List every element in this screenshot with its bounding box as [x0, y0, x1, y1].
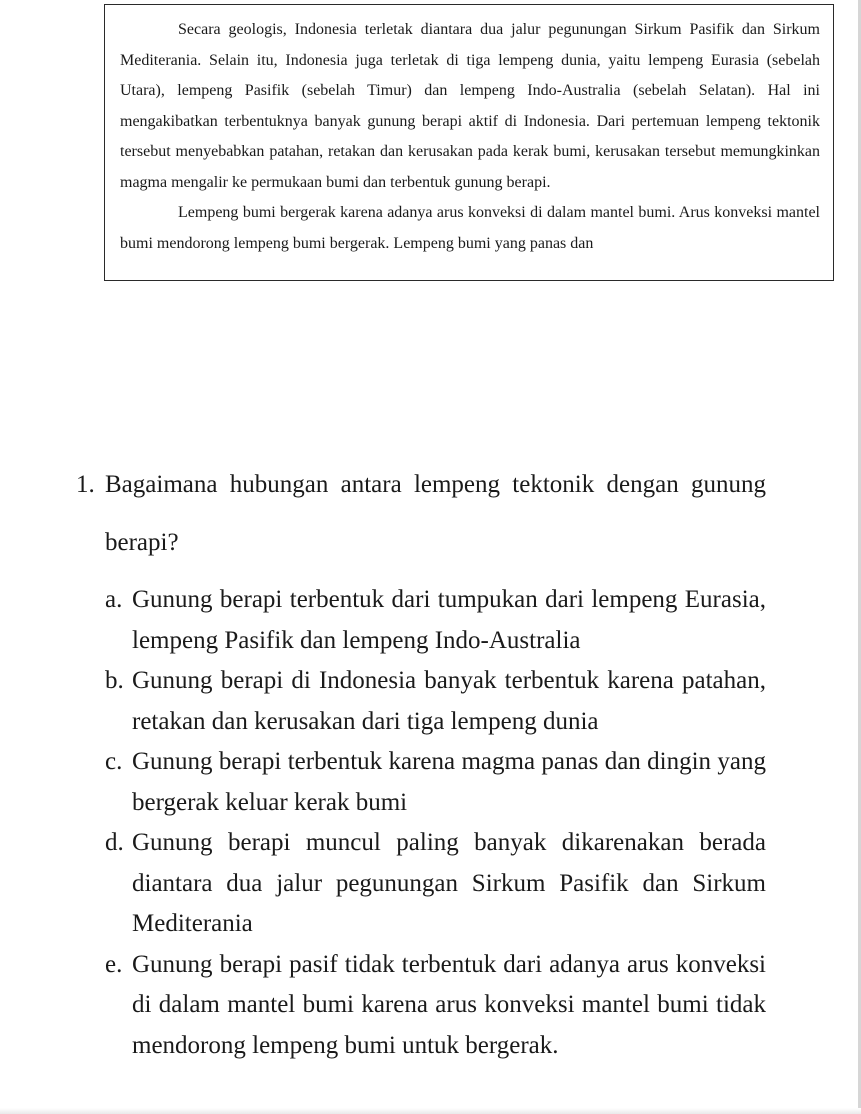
- option-letter: c.: [105, 748, 123, 775]
- page-bottom-edge: [0, 1108, 861, 1114]
- answer-options: [105, 580, 766, 1066]
- option-letter: a.: [105, 586, 123, 613]
- option-c[interactable]: [105, 742, 766, 823]
- option-letter: d.: [105, 829, 124, 856]
- option-d[interactable]: [105, 823, 766, 945]
- question-number: 1.: [76, 471, 95, 498]
- passage-paragraph-2: Lempeng bumi bergerak karena adanya arus konveksi di dalam mantel bumi. Arus konveksi mantel bumi mendorong lempeng bumi bergerak. Lempeng bumi yang panas dan: [120, 204, 820, 252]
- question-1: [76, 464, 766, 1066]
- passage-paragraph-1: Secara geologis, Indonesia terletak diantara dua jalur pegunungan Sirkum Pasifik dan Sirkum Mediterania. Selain itu, Indonesia juga terletak di tiga lempeng dunia, yaitu lempeng Eurasia (sebelah Utara), lempeng Pasifik (sebelah Timur) dan lempeng Indo-Australia (sebelah Selatan). Hal ini mengakibatkan terbentuknya banyak gunung berapi aktif di Indonesia. Dari pertemuan lempeng tektonik tersebut menyebabkan patahan, retakan dan kerusakan pada kerak bumi, kerusakan tersebut memungkinkan magma mengalir ke permukaan bumi dan terbentuk gunung berapi.: [120, 21, 820, 191]
- question-stem: [76, 464, 766, 572]
- option-letter: e.: [105, 950, 123, 978]
- option-e[interactable]: [105, 945, 766, 1067]
- option-text: Gunung berapi muncul paling banyak dikarenakan berada diantara dua jalur pegunungan Sirkum Pasifik dan Sirkum Mediterania: [132, 829, 766, 937]
- option-text: Gunung berapi terbentuk karena magma panas dan dingin yang bergerak keluar kerak bumi: [132, 748, 766, 816]
- option-text: Gunung berapi terbentuk dari tumpukan dari lempeng Eurasia, lempeng Pasifik dan lempeng Indo-Australia: [132, 586, 766, 654]
- option-text: Gunung berapi pasif tidak terbentuk dari adanya arus konveksi di dalam mantel bumi karena arus konveksi mantel bumi tidak mendorong lempeng bumi untuk bergerak.: [132, 950, 766, 1059]
- question-text: Bagaimana hubungan antara lempeng tektonik dengan gunung berapi?: [105, 471, 766, 556]
- reading-passage: [104, 4, 834, 281]
- option-letter: b.: [105, 667, 124, 694]
- option-a[interactable]: [105, 580, 766, 661]
- option-b[interactable]: [105, 661, 766, 742]
- option-text: Gunung berapi di Indonesia banyak terbentuk karena patahan, retakan dan kerusakan dari tiga lempeng dunia: [132, 667, 766, 735]
